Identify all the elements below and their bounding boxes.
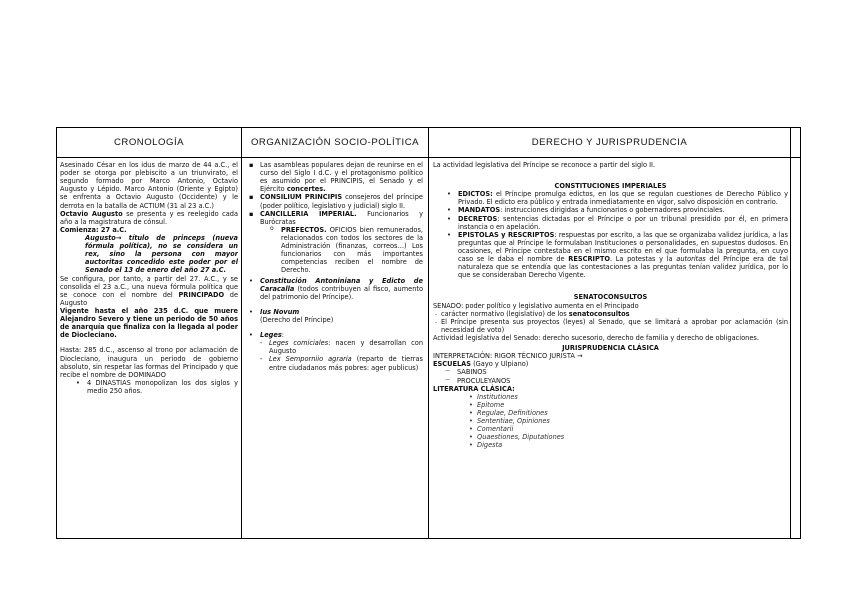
item-text: (Derecho del Príncipe)	[260, 315, 334, 324]
item-text: (todos contribuyen al fisco, aumento del patrimonio del Príncipe).	[260, 284, 423, 301]
list-item	[433, 318, 788, 334]
item-text: : nacen y desarrollan con Augusto	[269, 339, 423, 356]
list-item	[445, 231, 788, 280]
vigente-paragraph: Vigente hasta el año 235 d.C. que muere Alejandro Severo y tiene un periodo de 50 años de anarquía que finaliza con la llegada al poder de Diocleciano.	[60, 306, 238, 340]
derecho-intro: La actividad legislativa del Príncipe se reconoce a partir del siglo II.	[433, 161, 656, 169]
principado-paragraph	[60, 275, 238, 307]
item-term: RESCRIPTO	[568, 255, 610, 264]
list-item: • Epitome	[433, 401, 788, 409]
item-term: EPISTOLAS y RESCRIPTOS	[458, 230, 555, 239]
octavio-name: Octavio Augusto	[60, 209, 123, 218]
list-item: • Sententiae, Opiniones	[433, 417, 788, 425]
cronologia-paragraph: Asesinado César en los idus de marzo de 44 a.C., el poder se otorga por plebiscito a un triunvirato, el segundo formado por Marco Antonio, Octavio Augusto y Lépido. Marco Antonio (Oriente y Egipto) se enfrenta a Octavio Augusto (Occidente) y le derrota en la batalla de ACTIUM (31 al 23 a.C.)	[60, 161, 238, 210]
item-term: Ius Novum	[260, 307, 300, 316]
list-item	[247, 308, 423, 324]
comienza-line: Comienza: 27 a.C.	[60, 225, 127, 234]
cronologia-text: se presenta y es reelegido cada año a la magistratura de cónsul.	[60, 209, 238, 226]
item-term: autoritas	[676, 255, 706, 264]
item-text: (reparto de tierras entre ciudadanos más pobres: ager publicus)	[269, 355, 423, 372]
header-derecho: DERECHO Y JURISPRUDENCIA	[531, 136, 688, 148]
list-item: — PROCULEYANOS	[443, 377, 788, 385]
senado-end: Actividad legislativa del Senado: derecho sucesorio, derecho de familia y derecho de obligaciones.	[433, 333, 759, 342]
item-text: : instrucciones dirigidas a funcionarios o gobernadores provinciales.	[500, 206, 725, 215]
dominado-paragraph: Hasta: 285 d.C., ascenso al trono por aclamación de Diocleciano, inaugura un periodo de gobierno absoluto, sin respetar las formas del Principado y que recibe el nombre de DOMINADO	[60, 346, 238, 379]
item-text: Funcionarios y Burócratas	[260, 209, 423, 226]
section-title: SENATOCONSULTOS	[573, 293, 648, 302]
item-term: Constitución Antoniniana y Edicto de Caracalla	[260, 276, 423, 293]
item-text: carácter normativo (legislativo) de los	[441, 309, 569, 318]
interpretacion-line: INTERPRETACIÓN: RIGOR TÉCNICO JURISTA →	[433, 352, 583, 361]
header-cronologia: CRONOLOGÍA	[113, 136, 185, 148]
item-term: PREFECTOS.	[281, 225, 327, 234]
list-item	[247, 210, 423, 226]
column-divider	[241, 128, 242, 538]
list-item: — SABINOS	[443, 368, 788, 376]
header-organizacion: ORGANIZACIÓN SOCIO-POLÍTICA	[250, 136, 420, 148]
item-term: Leges comiciales	[269, 339, 329, 348]
cronologia-column	[60, 161, 238, 395]
item-text: el Príncipe promulga edictos, en los que se regulan cuestiones de Derecho Público y Privado. El edicto era público y entrada inmediatamente en vigor, salvo disposición en contrario.	[458, 190, 788, 207]
item-text: del Príncipe era de tal naturaleza que se entendía que las contestaciones a las preguntas tenían validez jurídica, por lo que se consideraban Derecho Vigente.	[458, 255, 788, 280]
item-term: senatoconsultos	[568, 309, 630, 318]
item-term: concertes.	[286, 185, 326, 194]
item-term: Leges	[260, 331, 282, 340]
header-divider	[57, 157, 800, 158]
item-text: consejeros del príncipe (poder político, legislativo y judicial) siglo II.	[260, 193, 423, 210]
augusto-paragraph: Augusto→ título de princeps (nueva fórmula política), no se considera un rex, sino la persona con mayor auctoritas concedido este poder por el Senado el 13 de enero del año 27 a.C.	[85, 233, 238, 275]
item-term: EDICTOS:	[458, 190, 493, 199]
item-text: OFICIOS bien remunerados, relacionados con todos los sectores de la Administración (finanzas, correos…) Los funcionarios con más importantes competencias reciben el nombre de Derecho.	[281, 225, 423, 275]
column-divider	[790, 128, 791, 538]
item-term: Lex Semporniio agraria	[269, 355, 352, 364]
history-table	[56, 127, 801, 539]
list-item	[445, 190, 788, 206]
list-item: • Comentarii	[433, 425, 788, 433]
item-text: : sentencias dictadas por el Príncipe o por un tribunal presidido por él, en primera instancia o en apelación.	[458, 214, 788, 231]
list-item: • 4 DINASTIAS monopolizan los dos siglos y medio 250 años.	[74, 379, 238, 395]
list-item: • Leges:	[247, 331, 423, 339]
list-item: • Quaestiones, Diputationes	[433, 433, 788, 441]
item-term: MANDATOS	[458, 206, 501, 215]
item-text: Las asambleas populares dejan de reunirse en el curso del Siglo I d.C. y el protagonismo político es asumido por el PRINCIPIS, el Senado y el Ejército	[260, 161, 423, 194]
list-item	[247, 193, 423, 209]
escuelas-line	[433, 360, 788, 368]
cronologia-text: de Augusto	[60, 290, 238, 307]
list-item: • Institutiones	[433, 393, 788, 401]
section-title: JURISPRUDENCIA CLÁSICA	[562, 344, 659, 353]
list-item	[445, 215, 788, 231]
principado-term: PRINCIPADO	[178, 290, 225, 299]
list-item	[445, 206, 788, 214]
column-divider	[428, 128, 429, 538]
item-text: . La potestas y la	[609, 255, 677, 264]
item-term: CONSILIUM PRINCIPIS	[260, 193, 343, 202]
organizacion-column	[247, 161, 423, 372]
item-term: DECRETOS	[458, 214, 498, 223]
cronologia-paragraph	[60, 210, 238, 226]
item-term: ESCUELAS	[433, 360, 472, 369]
list-item	[256, 355, 423, 371]
item-text: (Gayo y Ulpiano)	[471, 360, 529, 369]
derecho-column	[433, 161, 788, 450]
item-term: CANCILLERIA IMPERIAL.	[260, 209, 357, 218]
list-item	[256, 339, 423, 355]
list-item	[433, 310, 788, 318]
cronologia-text: Se configura, por tanto, a partir del 27. A.C., y se consolida el 23 a.C., una nueva fórmula política que se conoce con el nombre del	[60, 274, 238, 299]
item-text: El Príncipe presenta sus proyectos (leyes) al Senado, que se limitará a aprobar por aclamación (sin necesidad de voto)	[441, 317, 788, 334]
list-item: • Regulae, Definitiones	[433, 409, 788, 417]
list-item	[247, 161, 423, 193]
list-item	[247, 277, 423, 301]
senado-line: SENADO: poder político y legislativo aumenta en el Principado	[433, 301, 639, 310]
list-item: • Digesta	[433, 441, 788, 449]
item-text: : respuestas por escrito, a las que se organizaba validez jurídica, a las preguntas que al Príncipe le formulaban Instituciones o personalidades, en supuestos dudosos. En ocasiones, el Príncipe contestaba en el mismo escrito en el que formulaba la pregunta, en cuyo caso se le daba el nombre de	[458, 230, 788, 264]
literatura-title: LITERATURA CLÁSICA:	[433, 384, 515, 393]
list-item	[247, 226, 423, 275]
section-title: CONSTITUCIONES IMPERIALES	[554, 182, 667, 191]
